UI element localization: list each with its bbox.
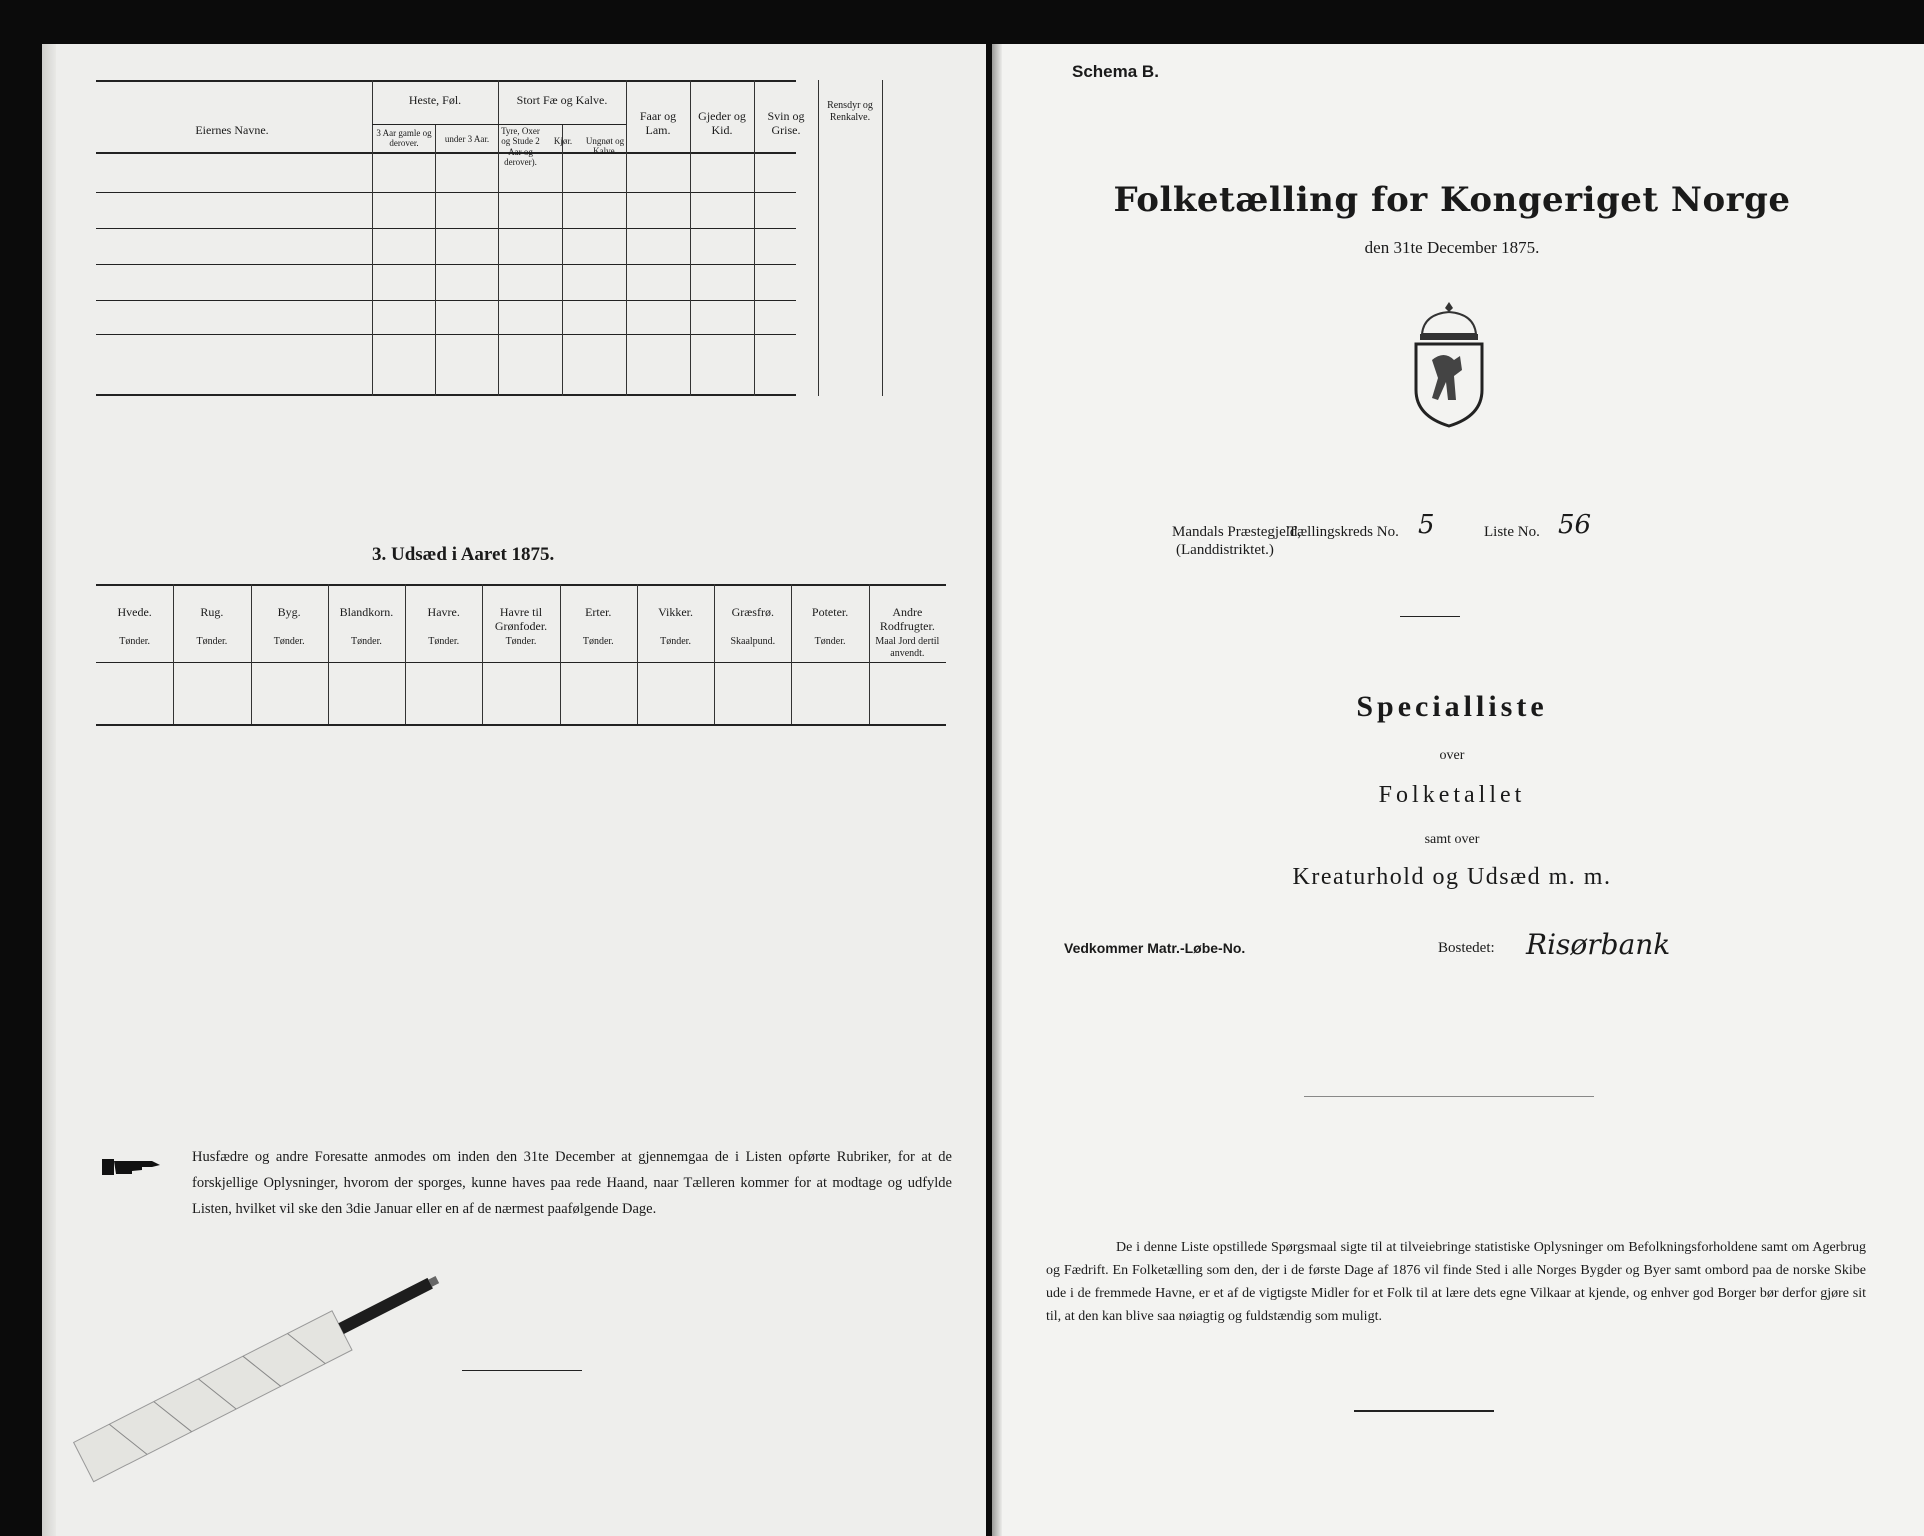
sowing-col-name: Rug. <box>200 605 224 619</box>
sowing-col-name: Græsfrø. <box>731 605 774 619</box>
list-label: Liste No. <box>1484 524 1540 540</box>
right-page <box>992 44 1924 1536</box>
parish-label: Mandals Præstegjeld, <box>1172 524 1302 540</box>
sowing-col-unit: Tønder. <box>119 636 151 647</box>
cattle-header: Stort Fæ og Kalve. <box>516 93 608 107</box>
special-title: Specialliste <box>1356 690 1548 723</box>
cattle-sub-3: Ungnøt og Kalve. <box>585 136 625 157</box>
table1-col-rule <box>882 80 883 396</box>
sheep-header: Faar og Lam. <box>639 109 677 137</box>
horse-sub-1: 3 Aar gamle og derover. <box>376 128 432 149</box>
schema-label: Schema B. <box>1072 62 1159 81</box>
table1-col-rule <box>435 124 436 396</box>
sowing-col-unit: Maal Jord dertil anvendt. <box>875 636 940 659</box>
horse-sub-2: under 3 Aar. <box>444 134 490 144</box>
table2-top-rule <box>96 584 946 586</box>
table2-col-rule <box>405 584 406 724</box>
sowing-col-name: Byg. <box>277 605 301 619</box>
page-edge <box>992 44 1002 1536</box>
divider <box>1354 1410 1494 1412</box>
table2-col-rule <box>560 584 561 724</box>
district-label: Tællingskreds No. <box>1288 524 1399 540</box>
kreaturhold-label: Kreaturhold og Udsæd m. m. <box>1292 864 1612 890</box>
matr-label: Vedkommer Matr.-Løbe-No. <box>1064 940 1246 956</box>
table2-col-rule <box>714 584 715 724</box>
document-title: Folketælling for Kongeriget Norge <box>1113 180 1791 220</box>
table1-top-rule <box>96 80 796 82</box>
table1-row-rule <box>96 264 796 265</box>
sowing-col-name: Vikker. <box>658 605 694 619</box>
district-value: 5 <box>1418 510 1435 540</box>
pigs-header: Svin og Grise. <box>767 109 805 137</box>
cattle-sub-1: Tyre, Oxer og Stude 2 Aar og derover). <box>501 126 540 168</box>
table1-row-rule <box>96 300 796 301</box>
bostedet-value: Risørbank <box>1526 928 1671 961</box>
notice-text: Husfædre og andre Foresatte anmodes om inden den 31te December at gjennemgaa de i Listen opførte Rubriker, for at de forskjellige Oplysninger, hvorom der sporges, kunne haves paa rede Haand, naar Tælleren kommer for at modtage og udfylde Listen, hvilket vil ske den 3die Januar eller en af de nærmest paafølgende Dage. <box>192 1149 952 1217</box>
divider <box>1304 1096 1594 1097</box>
table2-col-rule <box>482 584 483 724</box>
sowing-col-unit: Skaalpund. <box>730 636 776 647</box>
bostedet-label: Bostedet: <box>1438 940 1495 956</box>
sowing-col-unit: Tønder. <box>273 636 305 647</box>
sowing-col-name: Hvede. <box>117 605 152 619</box>
table2-bottom-rule <box>96 724 946 726</box>
sowing-col-name: Andre Rodfrugter. <box>879 605 935 633</box>
table2-header-rule <box>96 662 946 663</box>
sowing-col-unit: Tønder. <box>660 636 691 647</box>
goats-header: Gjeder og Kid. <box>698 109 746 137</box>
cattle-sub-2: Kjør. <box>553 136 573 146</box>
sowing-col-name: Blandkorn. <box>339 605 394 619</box>
sowing-col-name: Havre til Grønfoder. <box>494 605 548 633</box>
table2-col-rule <box>173 584 174 724</box>
coat-of-arms-icon <box>1404 300 1494 435</box>
sowing-col-unit: Tønder. <box>814 636 846 647</box>
owner-header: Eiernes Navne. <box>195 123 269 137</box>
footnote-text: De i denne Liste opstillede Spørgsmaal sigte til at tilveiebringe statistiske Oplysninger om Befolkningsforholdene samt om Agerbrug og Fædrift. En Folketælling som den, der i de første Dage af 1876 vil finde Sted i alle Norges Bygder og Byer samt ombord paa de norske Skibe ude i de fremmede Havne, er et af de vigtigste Midler for et Folk til at lære dets egne Vilkaar at kjende, og enhver god Borger bør derfor gjøre sit til, at den kan blive saa nøiagtig og fuldstændig som muligt. <box>1046 1240 1866 1324</box>
sowing-col-unit: Tønder. <box>196 636 228 647</box>
sowing-col-unit: Tønder. <box>428 636 460 647</box>
table1-row-rule <box>96 334 796 335</box>
sowing-col-name: Havre. <box>427 605 460 619</box>
table2-col-rule <box>328 584 329 724</box>
horse-header: Heste, Føl. <box>408 93 462 107</box>
pen-icon <box>42 1224 462 1529</box>
sowing-col-unit: Tønder. <box>582 636 614 647</box>
section3-title: 3. Udsæd i Aaret 1875. <box>372 544 555 565</box>
pointing-hand-icon <box>102 1156 164 1183</box>
table1-col-rule <box>818 80 819 396</box>
divider <box>1400 616 1460 617</box>
table1-subheader-rule <box>372 124 626 125</box>
rural-label: (Landdistriktet.) <box>1176 542 1274 558</box>
table2-col-rule <box>251 584 252 724</box>
sowing-col-unit: Tønder. <box>351 636 382 647</box>
left-page <box>42 44 986 1536</box>
table2-col-rule <box>637 584 638 724</box>
table1-bottom-rule <box>96 394 796 396</box>
samt-over-label: samt over <box>1424 832 1480 847</box>
table1-row-rule <box>96 228 796 229</box>
table1-col-rule <box>562 124 563 396</box>
table1-header-rule <box>96 152 796 154</box>
document-date: den 31te December 1875. <box>1364 238 1540 257</box>
table1-row-rule <box>96 192 796 193</box>
reindeer-header: Rensdyr og Renkalve. <box>827 100 873 123</box>
divider <box>462 1370 582 1371</box>
folketallet-label: Folketallet <box>1378 782 1526 808</box>
sowing-col-name: Poteter. <box>811 605 849 619</box>
table2-col-rule <box>791 584 792 724</box>
sowing-col-name: Erter. <box>585 605 612 619</box>
list-value: 56 <box>1558 510 1592 540</box>
sowing-col-unit: Tønder. <box>505 636 537 647</box>
over-label: over <box>1439 748 1465 763</box>
